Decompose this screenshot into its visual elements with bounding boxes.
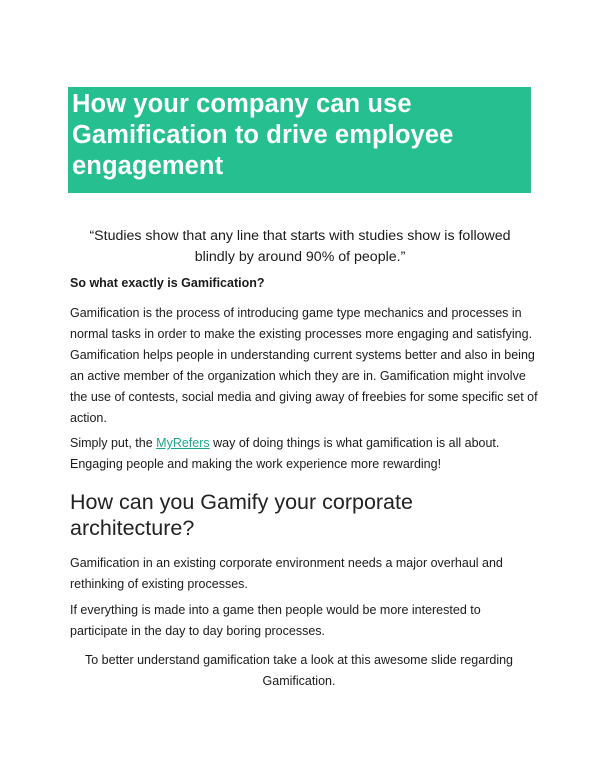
page-title: How your company can use Gamification to drive employee engagement (72, 90, 454, 180)
myrefers-link[interactable]: MyRefers (156, 436, 210, 450)
paragraph-game: If everything is made into a game then people would be more interested to participate in the day to day boring processes. (70, 603, 481, 638)
section-heading-gamify: How can you Gamify your corporate architecture? (70, 490, 413, 540)
paragraph-myrefers-lead: Simply put, the (70, 436, 157, 450)
paragraph-myrefers (70, 433, 540, 475)
paragraph-myrefers-tail: way of doing things is what gamification is all about. Engaging people and making the work experience more rewarding! (70, 436, 500, 471)
paragraph-definition: Gamification is the process of introducing game type mechanics and processes in normal tasks in order to make the existing processes more engaging and satisfying. Gamification helps people in understanding current systems better and also in being an active member of the organization which they are in. Gamification might involve the use of contests, social media and giving away of freebies for some specific set of action. (70, 306, 538, 425)
section-question-heading: So what exactly is Gamification? (70, 276, 265, 290)
quote-text: “Studies show that any line that starts with studies show is followed blindly by around 90% of people.” (89, 228, 511, 265)
title-banner (68, 87, 531, 193)
paragraph-slide: To better understand gamification take a look at this awesome slide regarding Gamification. (84, 653, 514, 688)
paragraph-overhaul: Gamification in an existing corporate environment needs a major overhaul and rethinking of existing processes. (70, 556, 503, 591)
